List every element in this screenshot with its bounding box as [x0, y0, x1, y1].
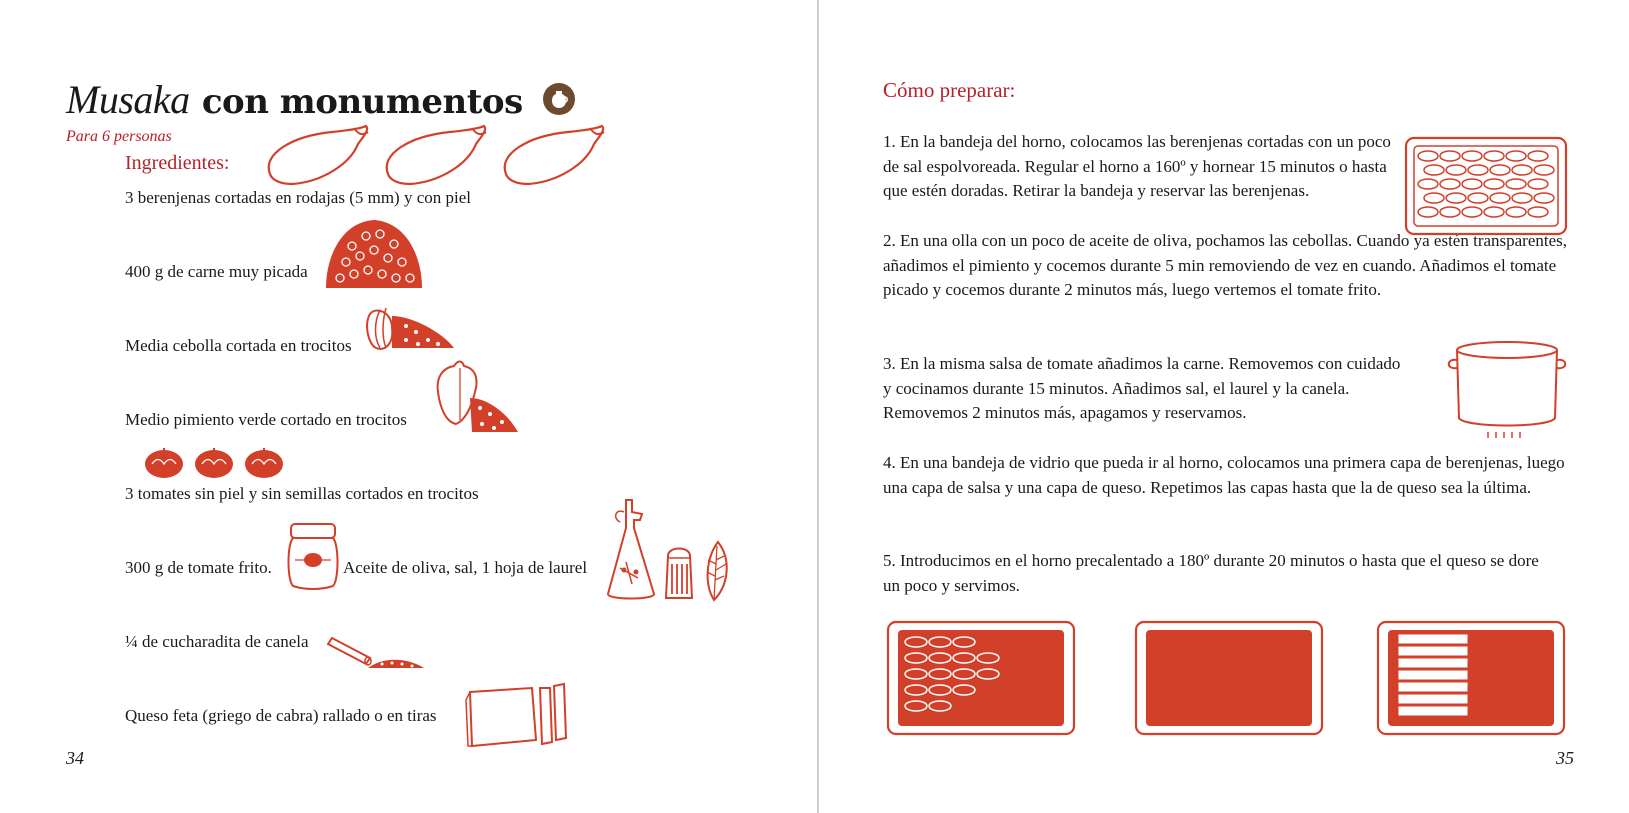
pot-icon [1444, 338, 1570, 442]
pepper-icon [432, 358, 522, 438]
eggplant-icon [498, 124, 610, 188]
eggplant-icon [380, 124, 492, 188]
recipe-title [66, 76, 575, 126]
ingredient-tomato-sauce: 300 g de tomate frito. [125, 558, 272, 577]
tomato-icon [242, 444, 286, 480]
feta-cheese-icon [462, 680, 570, 750]
eggplant-icon [262, 124, 374, 188]
tomato-jar-icon [285, 520, 341, 592]
step-4: 4. En una bandeja de vidrio que pueda ir al horno, colocamos una primera capa de berenjenas, luego una capa de salsa y una capa de queso. Repetimos las capas hasta que la de queso sea la última. [883, 453, 1565, 497]
baking-tray-icon [1404, 136, 1568, 236]
tomato-icon [142, 444, 186, 480]
ingredient-cinnamon: ¼ de cucharadita de canela [125, 632, 309, 651]
page-number-left: 34 [66, 748, 84, 768]
step-1: 1. En la bandeja del horno, colocamos las berenjenas cortadas con un poco de sal espolvoreada. Regular el horno a 160º y hornear 15 minutos o hasta que estén doradas. Retirar la bandeja y reservar las berenjenas. [883, 132, 1391, 200]
ingredient-pepper: Medio pimiento verde cortado en trocitos [125, 410, 407, 429]
baking-tray-icon [886, 620, 1076, 736]
cinnamon-icon [324, 636, 428, 674]
ingredient-eggplant: 3 berenjenas cortadas en rodajas (5 mm) y con piel [125, 188, 472, 207]
tomato-icon [192, 444, 236, 480]
bay-leaf-icon [702, 540, 732, 604]
ingredient-oil-salt-bay: Aceite de oliva, sal, 1 hoja de laurel [343, 558, 588, 577]
ingredient-meat: 400 g de carne muy picada [125, 262, 308, 281]
salt-shaker-icon [662, 542, 696, 602]
baking-tray-icon [1376, 620, 1566, 736]
baking-tray-icon [1134, 620, 1324, 736]
book-spine [817, 0, 819, 813]
ingredients-heading: Ingredientes: [125, 152, 230, 174]
steps-heading: Cómo preparar: [883, 78, 1016, 102]
right-page [820, 0, 1629, 813]
jug-badge-icon [543, 83, 575, 115]
oil-cruet-icon [602, 498, 660, 604]
title-bold: con monumentos [201, 82, 523, 122]
ingredient-tomatoes: 3 tomates sin piel y sin semillas cortados en trocitos [125, 484, 479, 503]
minced-meat-icon [322, 216, 426, 292]
servings: Para 6 personas [66, 128, 172, 145]
page-number-right: 35 [1556, 748, 1574, 768]
title-italic: Musaka [66, 77, 190, 122]
step-5: 5. Introducimos en el horno precalentado a 180º durante 20 minutos o hasta que el queso se dore un poco y servimos. [883, 551, 1539, 595]
ingredient-onion: Media cebolla cortada en trocitos [125, 336, 352, 355]
onion-icon [362, 302, 458, 354]
ingredient-feta: Queso feta (griego de cabra) rallado o en tiras [125, 706, 437, 725]
step-2: 2. En una olla con un poco de aceite de oliva, pochamos las cebollas. Cuando ya estén transparentes, añadimos el pimiento y cocemos durante 5 min removiendo de vez en cuando. Añadimos el tomate picado y cocemos durante 2 minutos más, luego vertemos el tomate frito. [883, 231, 1568, 299]
step-3: 3. En la misma salsa de tomate añadimos la carne. Removemos con cuidado y cocinamos durante 15 minutos. Añadimos sal, el laurel y la canela. Removemos 2 minutos más, apagamos y reservamos. [883, 354, 1401, 422]
